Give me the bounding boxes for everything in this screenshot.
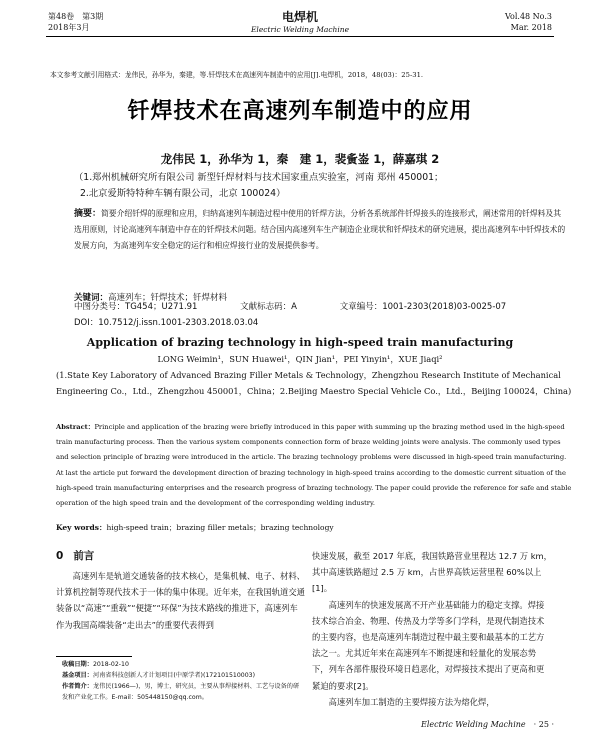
date-cn: 2018年3月 — [48, 23, 90, 32]
journal-name-en: Electric Welding Machine — [250, 25, 350, 34]
abstract-cn-label: 摘要： — [74, 209, 102, 219]
affiliation-cn-2: 2.北京爱斯特特种车辆有限公司，北京 100024） — [80, 188, 286, 199]
footnote-fund: 基金项目：河南省科技创新人才计划项目(中原学者)(172101510003) — [62, 672, 256, 679]
clc-number: 中图分类号：TG454；U271.91 — [74, 302, 198, 312]
article-title-cn: 钎焊技术在高速列车制造中的应用 — [127, 99, 473, 124]
footnote-author: 作者简介：龙伟民(1966—)，男，博士，研究员，主要从事焊接材料、工艺与设备的研发和产业化工作。E-mail：505448150@qq.com。 — [62, 683, 300, 701]
article-title-en: Application of brazing technology in high-speed train manufacturing — [86, 336, 514, 349]
footnote-divider — [56, 656, 132, 657]
classification-row — [74, 300, 574, 312]
volume-issue-cn: 第48卷 第3期 — [48, 12, 104, 21]
keywords-en — [56, 522, 572, 533]
body-column-left — [56, 548, 305, 633]
abstract-en-text: Principle and application of the brazing were briefly introduced in this paper with summing up the brazing method used in the high-speed train manufacturing process. Then the various system components connection form of braze welding joints were analysis. The commonly used types and selection principle of brazing were introduced in the article. The brazing technology problems were discussed in high-speed train manufacturing. At last the article put forward the development direction of brazing technology in high-speed trains according to the domestic current situation of the high-speed train manufacturing enterprises and the research progress of brazing technology. The paper could provide the reference for safe and stable operation of the high speed train and the development of the corresponding welding industry. — [56, 423, 572, 508]
section-title: 前言 — [73, 550, 95, 562]
document-code: 文献标志码：A — [240, 302, 297, 312]
abstract-cn-text: 简要介绍钎焊的原理和应用，归纳高速列车制造过程中使用的钎焊方法，分析各系统部件钎焊接头的连接形式，阐述常用的钎焊料及其选用原则，讨论高速列车制造中存在的钎焊技术问题。结合国内高速列车生产制造企业现状和钎焊技术的研究进展，提出高速列车中钎焊技术的发展方向，为高速列车安全稳定的运行和相应焊接行业的发展提供参考。 — [74, 209, 566, 250]
keywords-en-label: Key words： — [56, 523, 107, 532]
affiliations-cn — [74, 170, 564, 202]
footer-journal: Electric Welding Machine — [421, 720, 526, 729]
doi: DOI：10.7512/j.issn.1001-2303.2018.03.04 — [74, 318, 259, 328]
authors-en: LONG Weimin¹，SUN Huawei¹，QIN Jian¹，PEI Yinyin¹，XUE Jiaqi² — [157, 354, 443, 364]
citation-format: 本文参考文献引用格式：龙伟民，孙华为，秦建，等.钎焊技术在高速列车制造中的应用[J].电焊机，2018，48(03)：25-31. — [50, 71, 424, 79]
affiliation-cn-1: （1.郑州机械研究所有限公司 新型钎焊材料与技术国家重点实验室，河南 郑州 450001； — [74, 172, 444, 183]
volume-issue-en: Vol.48 No.3 — [505, 12, 552, 21]
abstract-en-label: Abstract： — [56, 423, 95, 431]
journal-name-cn: 电焊机 — [281, 10, 318, 24]
date-en: Mar. 2018 — [510, 23, 552, 32]
section-heading — [56, 548, 305, 568]
authors-cn: 龙伟民 1，孙华为 1，秦 建 1，裴夤崟 1，薛嘉琪 2 — [160, 152, 440, 166]
abstract-en — [56, 420, 572, 511]
body-paragraph: 高速列车是轨道交通装备的技术核心，是集机械、电子、材料、计算机控制等现代技术于一体的集中体现。近年来，在我国轨道交通装备以“高速”“重载”“便捷”“环保”为技术路线的推进下，高速列车作为我国高端装备“走出去”的重要代表得到 — [56, 571, 305, 630]
footnote — [62, 659, 300, 703]
keywords-cn-text: 高速列车；钎焊技术；钎焊材料 — [108, 293, 228, 303]
keywords-en-text: high-speed train；brazing filler metals；brazing technology — [106, 523, 334, 532]
affiliation-en: (1.State Key Laboratory of Advanced Brazing Filler Metals & Technology，Zhengzhou Research Institute of Mechanical Engineering Co.，Ltd.，Zhengzhou 450001，China；2.Beijing Maestro Special Vehicle Co.，Ltd.，Beijing 100024，China) — [56, 370, 572, 396]
body-paragraph: 高速列车的快速发展离不开产业基础能力的稳定支撑。焊接技术综合冶金、物理、传热及力学等多门学科，是现代制造技术的主要内容，也是高速列车制造过程中最主要和最基本的工艺方法之一。尤其近年来在高速列车不断提速和轻量化的发展态势下，列车各部件服役环境日趋恶化，对焊接技术提出了更高和更紧迫的要求[2]。 — [312, 599, 545, 691]
journal-masthead — [200, 8, 400, 34]
section-number: 0 — [56, 550, 64, 562]
abstract-cn — [74, 206, 568, 254]
article-number: 文章编号：1001-2303(2018)03-0025-07 — [339, 302, 507, 312]
body-column-right — [312, 548, 552, 710]
page-number: · 25 · — [533, 720, 554, 729]
page-footer — [421, 720, 554, 729]
header-divider — [46, 36, 554, 37]
body-paragraph: 高速列车加工制造的主要焊接方法为熔化焊， — [328, 696, 495, 707]
body-paragraph: 快速发展，截至 2017 年底，我国铁路营业里程达 12.7 万 km，其中高速铁路超过 2.5 万 km，占世界高铁运营里程 60%以上[1]。 — [312, 551, 552, 594]
keywords-cn-label: 关键词： — [74, 293, 109, 303]
footnote-received: 收稿日期：2018-02-10 — [62, 661, 129, 668]
header-volume-en — [505, 11, 552, 33]
header-volume-cn — [48, 11, 103, 33]
